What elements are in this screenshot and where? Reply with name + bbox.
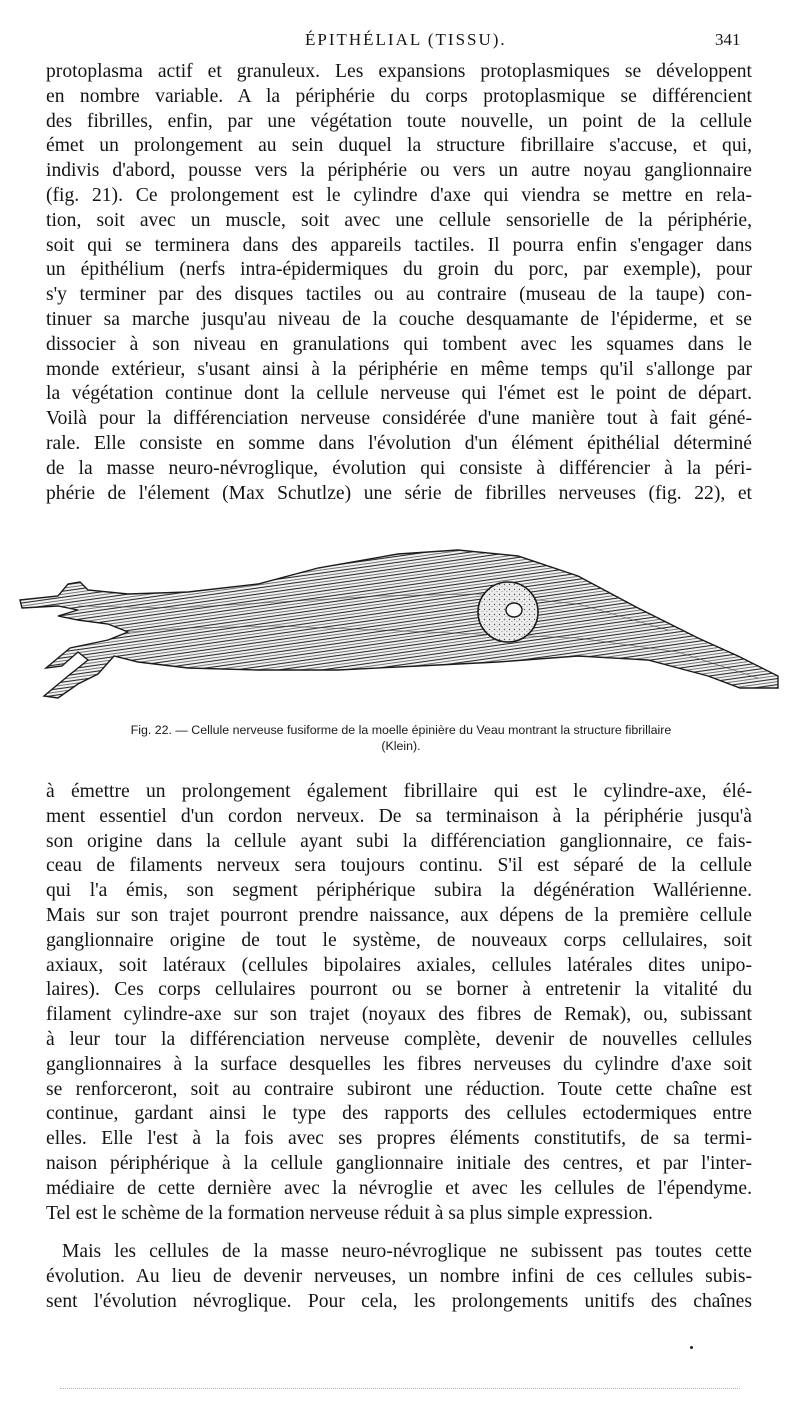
text-line: ganglionnaire origine de tout le système, de nouveaux corps cellulaires, soit bbox=[46, 929, 752, 951]
text-line: en nombre variable. A la périphérie du corps protoplasmique se différencient bbox=[46, 85, 752, 107]
text-line: ment essentiel d'un cordon nerveux. De sa terminaison à la périphérie jusqu'à bbox=[46, 805, 752, 827]
text-line: émet un prolongement au sein duquel la structure fibrillaire s'accuse, et qui, bbox=[46, 135, 752, 157]
text-line: filament cylindre-axe sur son trajet (noyaux des fibres de Remak), ou, subissant bbox=[46, 1004, 752, 1026]
footer-rule bbox=[60, 1388, 740, 1389]
text-line: Mais sur son trajet pourront prendre naissance, aux dépens de la première cellule bbox=[46, 904, 752, 926]
text-line: à leur tour la différenciation nerveuse complète, devenir de nouvelles cellules bbox=[46, 1028, 752, 1050]
text-line: axiaux, soit latéraux (cellules bipolaires axiales, cellules latérales dites unipo- bbox=[46, 954, 752, 976]
text-line: rale. Elle consiste en somme dans l'évolution d'un élément épithélial déterminé bbox=[46, 432, 752, 454]
text-line: ganglionnaires à la surface desquelles les fibres nerveuses du cylindre d'axe soit bbox=[46, 1053, 752, 1075]
text-line: elles. Elle l'est à la fois avec ses propres éléments constitutifs, de sa termi- bbox=[46, 1128, 752, 1150]
text-line: tinuer sa marche jusqu'au niveau de la couche desquamante de l'épiderme, et se bbox=[46, 308, 752, 330]
caption-line-1: Fig. 22. — Cellule nerveuse fusiforme de la moelle épinière du Veau montrant la structure fibrillaire bbox=[130, 723, 672, 737]
text-line: des fibrilles, enfin, par une végétation toute nouvelle, un point de la cellule bbox=[46, 110, 752, 132]
text-line: (fig. 21). Ce prolongement est le cylindre d'axe qui viendra se mettre en rela- bbox=[46, 184, 752, 206]
text-line: laires). Ces corps cellulaires pourront ou se borner à entretenir la vitalité du bbox=[46, 979, 752, 1001]
nerve-cell-illustration bbox=[18, 548, 782, 716]
text-line: ceau de filaments nerveux sera toujours continu. S'il est séparé de la cellule bbox=[46, 855, 752, 877]
text-line: s'y terminer par des disques tactiles ou au contraire (museau de la taupe) con- bbox=[46, 284, 752, 306]
text-line: Tel est le schème de la formation nerveuse réduit à sa plus simple expression. bbox=[46, 1202, 653, 1224]
text-line: Mais les cellules de la masse neuro-névroglique ne subissent pas toutes cette bbox=[62, 1241, 752, 1262]
text-line: indivis d'abord, pousse vers la périphérie ou vers un autre noyau ganglionnaire bbox=[46, 160, 752, 182]
text-line: se renforceront, soit au contraire subiront une réduction. Toute cette chaîne est bbox=[46, 1078, 752, 1100]
text-line: continue, gardant ainsi le type des rapports des cellules ectodermiques entre bbox=[46, 1103, 752, 1125]
nucleolus bbox=[506, 603, 522, 617]
text-line: médiaire de cette dernière avec la névroglie et avec les cellules de l'épendyme. bbox=[46, 1177, 752, 1199]
text-line: protoplasma actif et granuleux. Les expansions protoplasmiques se développent bbox=[46, 61, 752, 82]
text-line: dissocier à son niveau en granulations qui tombent avec les squames dans le bbox=[46, 333, 752, 355]
caption-line-2: (Klein). bbox=[381, 739, 421, 753]
text-line: un épithélium (nerfs intra-épidermiques du groin du porc, par exemple), pour bbox=[46, 259, 752, 281]
cell-body bbox=[20, 550, 778, 698]
page-number: 341 bbox=[715, 30, 741, 49]
text-line: évolution. Au lieu de devenir nerveuses, un nombre infini de ces cellules subis- bbox=[46, 1265, 752, 1287]
paragraph-3 bbox=[46, 1240, 752, 1314]
text-line: soit qui se terminera dans des appareils tactiles. Il pourra enfin s'engager dans bbox=[46, 234, 752, 256]
text-line: monde extérieur, s'usant ainsi à la périphérie en même temps qu'il s'allonge par bbox=[46, 358, 752, 380]
text-line: à émettre un prolongement également fibrillaire qui est le cylindre-axe, élé- bbox=[46, 781, 752, 802]
text-line: son origine dans la cellule ayant subi la différenciation ganglionnaire, ce fais- bbox=[46, 830, 752, 852]
text-line: Voilà pour la différenciation nerveuse considérée d'une manière tout à fait géné- bbox=[46, 408, 752, 430]
text-line: sent l'évolution névroglique. Pour cela, les prolongements unitifs des chaînes bbox=[46, 1290, 752, 1312]
running-title: ÉPITHÉLIAL (TISSU). bbox=[305, 30, 507, 49]
text-line: la végétation continue dont la cellule nerveuse qui l'émet est le point de départ. bbox=[46, 383, 752, 405]
text-line: phérie de l'élement (Max Schutlze) une série de fibrilles nerveuses (fig. 22), et bbox=[46, 482, 752, 504]
figure-caption bbox=[46, 722, 756, 754]
paragraph-1 bbox=[46, 60, 752, 506]
text-line: de la masse neuro-névroglique, évolution qui consiste à différencier à la péri- bbox=[46, 457, 752, 479]
text-line: tion, soit avec un muscle, soit avec une cellule sensorielle de la périphérie, bbox=[46, 209, 752, 231]
paragraph-2 bbox=[46, 780, 752, 1226]
text-line: naison périphérique à la cellule ganglionnaire initiale des centres, et par l'inter- bbox=[46, 1152, 752, 1174]
page-header bbox=[0, 30, 800, 54]
figure-nerve-cell bbox=[18, 548, 782, 716]
ink-dot bbox=[690, 1346, 693, 1349]
text-line: qui l'a émis, son segment périphérique subira la dégénération Wallérienne. bbox=[46, 880, 752, 902]
